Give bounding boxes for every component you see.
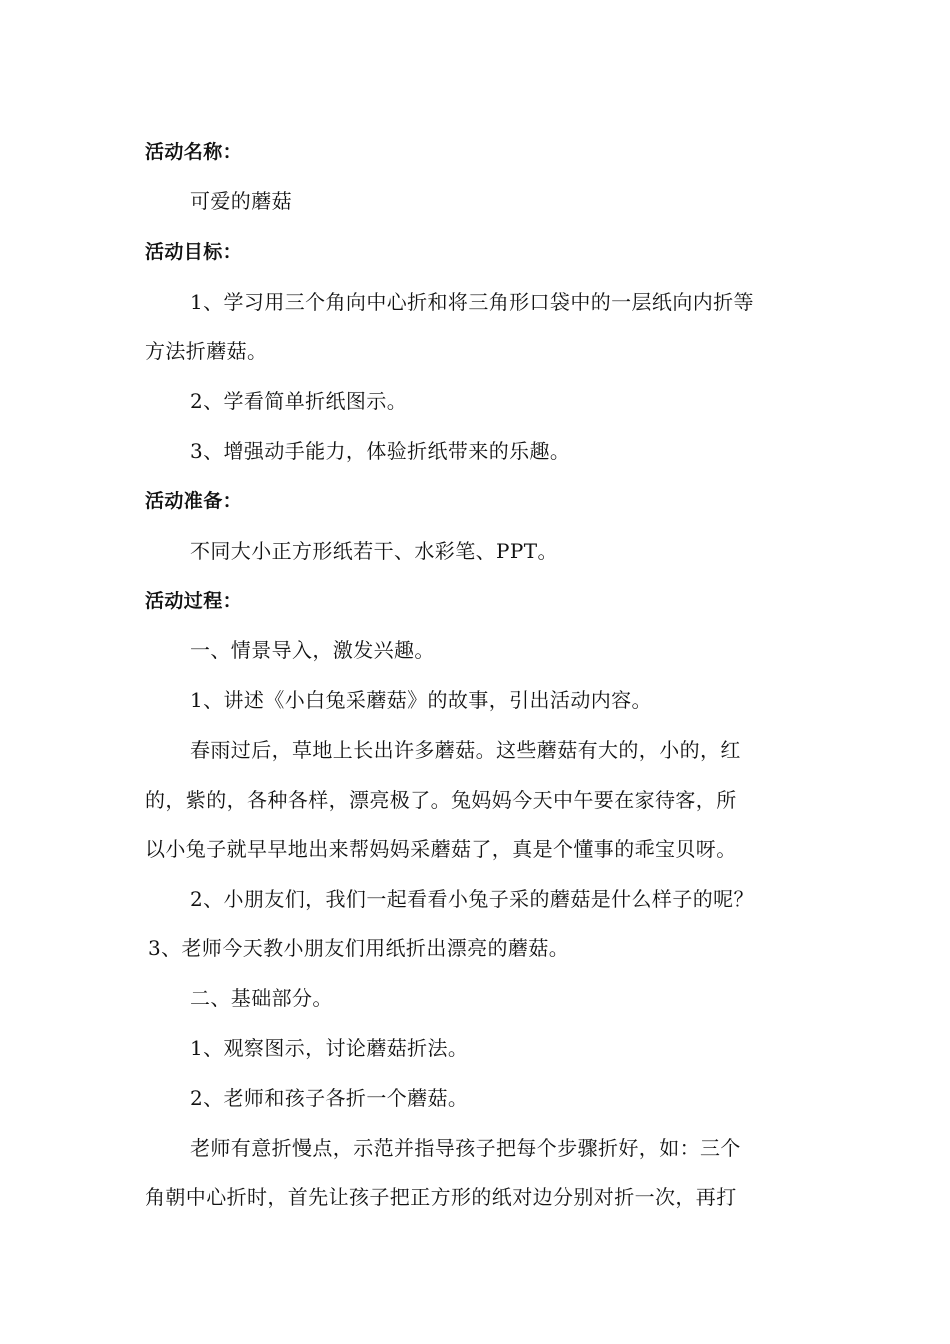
process-step-1-title: 一、情景导入，激发兴趣。 [190, 638, 435, 662]
story-paragraph-line-3: 以小兔子就早早地出来帮妈妈采蘑菇了，真是个懂事的乖宝贝呀。 [145, 837, 737, 861]
section-heading-activity-process: 活动过程： [145, 590, 243, 612]
process-step-2-title: 二、基础部分。 [190, 986, 333, 1010]
goal-item-3: 3、增强动手能力，体验折纸带来的乐趣。 [190, 439, 571, 463]
goal-item-2: 2、学看简单折纸图示。 [190, 389, 408, 413]
goal-item-1-line-2: 方法折蘑菇。 [145, 339, 268, 363]
section-heading-activity-preparation: 活动准备： [145, 490, 243, 512]
activity-name-value: 可爱的蘑菇 [190, 189, 292, 213]
goal-item-1-line-1: 1、学习用三个角向中心折和将三角形口袋中的一层纸向内折等 [190, 290, 754, 314]
section-heading-activity-name: 活动名称： [145, 141, 243, 163]
preparation-value: 不同大小正方形纸若干、水彩笔、PPT。 [190, 539, 558, 563]
process-step-2-item-1: 1、观察图示，讨论蘑菇折法。 [190, 1036, 469, 1060]
section-heading-activity-goals: 活动目标： [145, 241, 243, 263]
process-step-1-item-1: 1、讲述《小白兔采蘑菇》的故事，引出活动内容。 [190, 688, 652, 712]
process-step-2-item-2: 2、老师和孩子各折一个蘑菇。 [190, 1086, 469, 1110]
detail-paragraph-line-1: 老师有意折慢点，示范并指导孩子把每个步骤折好，如：三个 [190, 1136, 741, 1160]
detail-paragraph-line-2: 角朝中心折时，首先让孩子把正方形的纸对边分别对折一次，再打 [145, 1185, 737, 1209]
story-paragraph-line-2: 的，紫的，各种各样，漂亮极了。兔妈妈今天中午要在家待客，所 [145, 788, 737, 812]
story-paragraph-line-1: 春雨过后，草地上长出许多蘑菇。这些蘑菇有大的，小的，红 [190, 738, 741, 762]
process-step-1-item-3: 3、老师今天教小朋友们用纸折出漂亮的蘑菇。 [148, 936, 570, 960]
process-step-1-item-2: 2、小朋友们，我们一起看看小兔子采的蘑菇是什么样子的呢？ [190, 887, 754, 911]
